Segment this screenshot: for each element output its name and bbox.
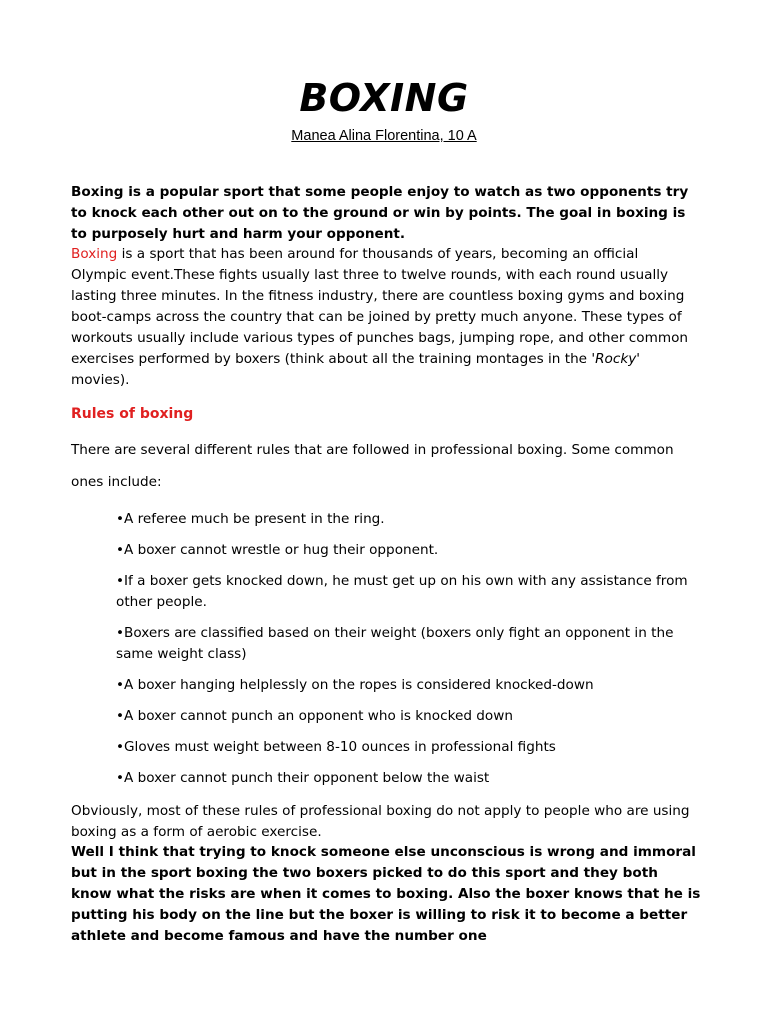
rule-item: •A boxer cannot punch their opponent below the waist (116, 770, 490, 786)
aerobic-paragraph: Obviously, most of these rules of professional boxing do not apply to people who are using boxing as a form of aerobic exercise. (71, 803, 690, 840)
rules-intro: There are several different rules that are followed in professional boxing. Some common ones include: (71, 442, 674, 490)
rules-heading: Rules of boxing (71, 406, 194, 422)
rule-item: •A boxer hanging helplessly on the ropes is considered knocked-down (116, 677, 594, 693)
boxing-highlight: Boxing (71, 246, 118, 262)
rocky-italic: Rocky (595, 351, 637, 367)
intro-paragraph: Boxing is a popular sport that some people enjoy to watch as two opponents try to knock each other out on to the ground or win by points. The goal in boxing is to purposely hurt and harm your opponent. (71, 184, 689, 242)
history-text-a: is a sport that has been around for thousands of years, becoming an official Olympic event.These fights usually last three to twelve rounds, with each round usually lasting three minutes. In the fitness industry, there are countless boxing gyms and boxing boot-camps across the country that can be joined by pretty much anyone. These types of workouts usually include various types of punches bags, jumping rope, and other common exercises performed by boxers (think about all the training montages in the ' (71, 246, 688, 367)
rule-item: •If a boxer gets knocked down, he must get up on his own with any assistance from other people. (116, 573, 688, 610)
rule-item: •Gloves must weight between 8-10 ounces in professional fights (116, 739, 556, 755)
rule-item: •Boxers are classified based on their weight (boxers only fight an opponent in the same weight class) (116, 625, 674, 662)
rule-item: •A boxer cannot punch an opponent who is knocked down (116, 708, 513, 724)
opinion-paragraph: Well I think that trying to knock someone else unconscious is wrong and immoral but in the sport boxing the two boxers picked to do this sport and they both know what the risks are when it comes to boxing. Also the boxer knows that he is putting his body on the line but the boxer is willing to risk it to become a better athlete and become famous and have the number one (71, 844, 701, 944)
author-line: Manea Alina Florentina, 10 A (291, 128, 477, 144)
history-paragraph (71, 244, 696, 391)
rules-list (116, 509, 706, 799)
page-title: BOXING (299, 76, 469, 120)
history-text-b: ' movies). (71, 351, 641, 388)
rule-item: •A boxer cannot wrestle or hug their opponent. (116, 542, 439, 558)
rule-item: •A referee much be present in the ring. (116, 511, 385, 527)
